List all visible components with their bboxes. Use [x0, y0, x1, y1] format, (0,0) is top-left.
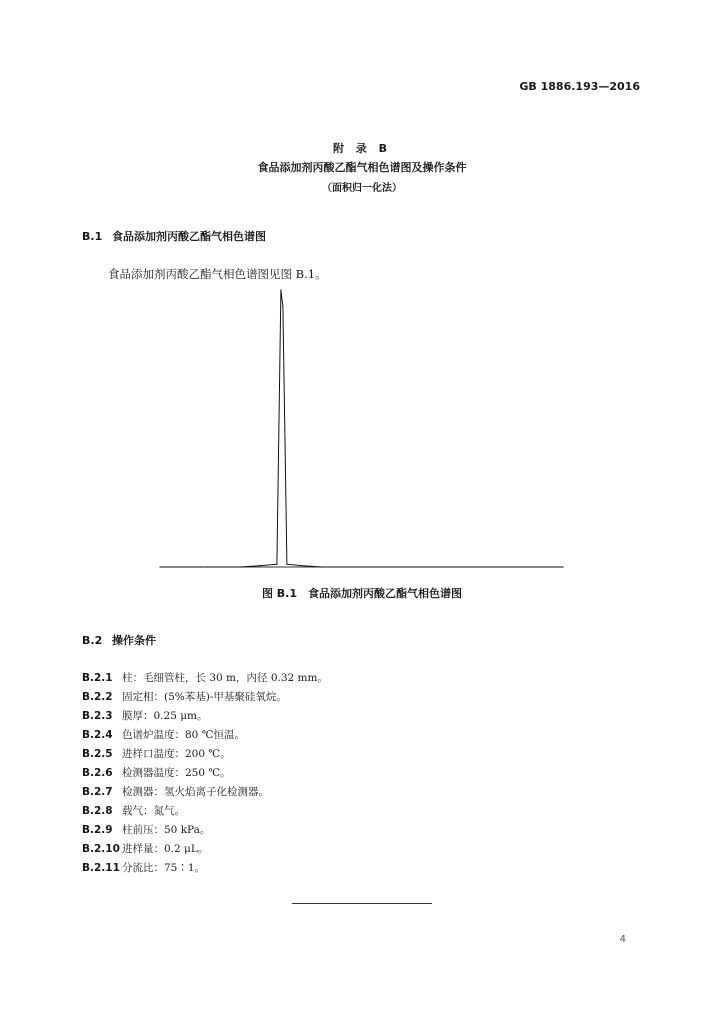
section-b1-number: B.1	[82, 230, 103, 243]
section-b1-heading	[82, 228, 266, 244]
chart-point	[321, 566, 322, 567]
condition-item	[82, 841, 208, 856]
section-b2-title: 操作条件	[112, 634, 156, 647]
condition-item	[82, 708, 208, 723]
section-b2-number: B.2	[82, 634, 103, 647]
section-b1-text: 食品添加剂丙酸乙酯气相色谱图见图 B.1。	[108, 267, 327, 281]
condition-text: 膜厚：0.25 μm。	[122, 710, 208, 722]
annex-subtitle: 食品添加剂丙酸乙酯气相色谱图及操作条件	[257, 161, 467, 174]
condition-number: B.2.11	[82, 862, 120, 874]
end-rule	[292, 903, 432, 904]
section-b1-title: 食品添加剂丙酸乙酯气相色谱图	[112, 230, 266, 243]
section-b2-heading	[82, 632, 156, 648]
condition-text: 检测器温度：250 ℃。	[122, 767, 231, 779]
chart-point	[276, 564, 277, 565]
condition-number: B.2.3	[82, 710, 113, 722]
condition-number: B.2.9	[82, 824, 113, 836]
chart-point	[260, 565, 261, 566]
condition-number: B.2.5	[82, 748, 113, 760]
page-number: 4	[619, 934, 626, 945]
condition-item	[82, 784, 269, 799]
chart-series-line	[160, 290, 563, 567]
chart-point	[562, 566, 563, 567]
condition-number: B.2.1	[82, 672, 113, 684]
chart-point	[282, 306, 283, 307]
condition-text: 柱：毛细管柱，长 30 m，内径 0.32 mm。	[122, 672, 328, 684]
condition-text: 进样口温度：200 ℃。	[122, 748, 231, 760]
condition-number: B.2.10	[82, 843, 120, 855]
condition-item	[82, 746, 231, 761]
condition-text: 检测器：氢火焰离子化检测器。	[122, 786, 269, 798]
figure-caption: 图 B.1 食品添加剂丙酸乙酯气相色谱图	[261, 587, 463, 600]
condition-item	[82, 803, 185, 818]
condition-text: 载气：氮气。	[122, 805, 185, 817]
condition-number: B.2.2	[82, 691, 113, 703]
chart-point	[200, 566, 201, 567]
chart-point	[280, 289, 281, 290]
chart-point	[159, 566, 160, 567]
chart-point	[240, 566, 241, 567]
annex-title: 附 录 B	[332, 142, 392, 155]
condition-text: 分流比：75∶1。	[122, 862, 206, 874]
chart-point	[401, 566, 402, 567]
condition-text: 固定相：(5%苯基)-甲基聚硅氧烷。	[122, 691, 287, 703]
condition-item	[82, 670, 328, 685]
condition-text: 色谱炉温度：80 ℃恒温。	[122, 729, 245, 741]
condition-text: 柱前压：50 kPa。	[122, 824, 211, 836]
condition-item	[82, 822, 210, 837]
condition-number: B.2.6	[82, 767, 113, 779]
condition-number: B.2.4	[82, 729, 113, 741]
condition-item	[82, 765, 231, 780]
chart-point	[300, 565, 301, 566]
condition-text: 进样量：0.2 μL。	[122, 843, 209, 855]
standard-number: GB 1886.193—2016	[519, 80, 640, 93]
condition-number: B.2.8	[82, 805, 113, 817]
annex-method: （面积归一化法）	[322, 183, 402, 194]
condition-item	[82, 727, 245, 742]
condition-item	[82, 860, 205, 875]
condition-number: B.2.7	[82, 786, 113, 798]
chart-point	[286, 564, 287, 565]
condition-item	[82, 689, 287, 704]
chromatogram-chart	[155, 282, 569, 574]
